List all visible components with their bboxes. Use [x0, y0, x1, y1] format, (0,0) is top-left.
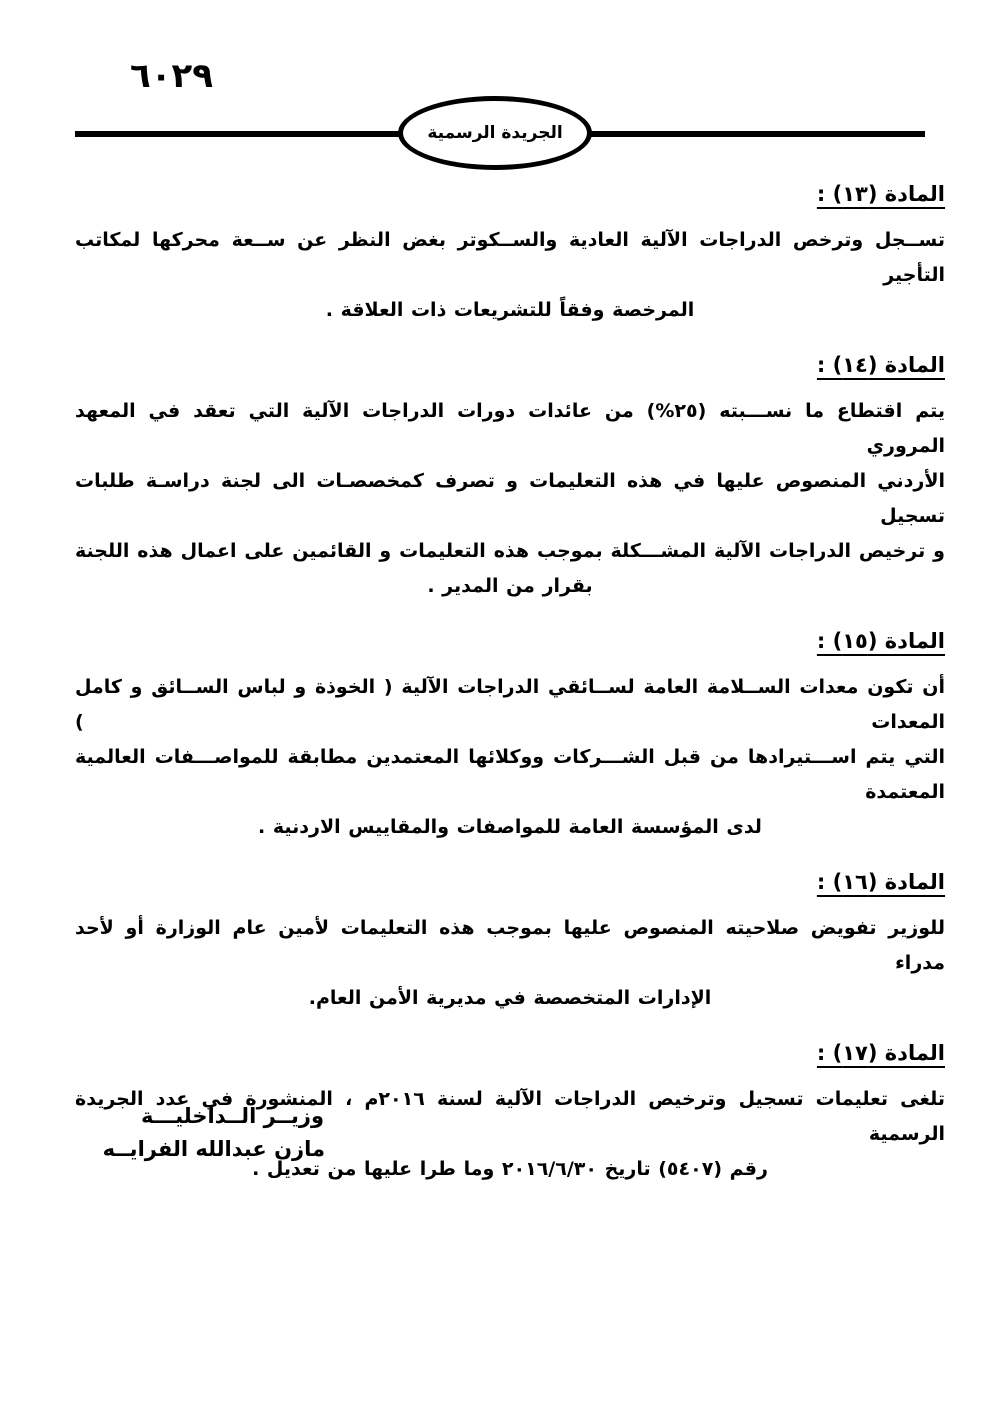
- page-number: ٦٠٢٩: [130, 56, 214, 96]
- article-14-line-2: الأردني المنصوص عليها في هذه التعليمات و تصرف كمخصصـات الى لجنة دراسـة طلبات تسجيل: [75, 470, 945, 527]
- article-14-line-3: و ترخيص الدراجات الآلية المشـــكلة بموجب هذه التعليمات و القائمين على اعمال هذه اللجنة: [75, 540, 945, 562]
- minister-name: مازن عبدالله الفرايــه: [102, 1137, 325, 1161]
- article-17-heading: المادة (١٧) :: [816, 1041, 945, 1065]
- article-14-line-4: بقرار من المدير .: [427, 575, 593, 597]
- article-15-line-1: أن تكون معدات الســلامة العامة لســائقي الدراجات الآلية ( الخوذة و لباس الســائق و كامل المعدات ): [75, 676, 945, 733]
- article-14-line-1: يتم اقتطاع ما نســـبته (٢٥%) من عائدات دورات الدراجات الآلية التي تعقد في المعهد المروري: [75, 400, 945, 457]
- article-15-heading: المادة (١٥) :: [816, 629, 945, 653]
- article-17-line-2: رقم (٥٤٠٧) تاريخ ٢٠١٦/٦/٣٠ وما طرا عليها من تعديل .: [252, 1158, 768, 1180]
- article-16: [75, 869, 945, 1016]
- document-body: [75, 181, 945, 1211]
- article-16-line-2: الإدارات المتخصصة في مديرية الأمن العام.: [308, 987, 712, 1009]
- gazette-title: الجريدة الرسمية: [427, 123, 563, 143]
- article-17-line-1: تلغى تعليمات تسجيل وترخيص الدراجات الآلية لسنة ٢٠١٦م ، المنشورة في عدد الجريدة الرسمية: [75, 1088, 945, 1145]
- article-15-line-2: التي يتم اســـتيرادها من قبل الشـــركات ووكلائها المعتمدين مطابقة للمواصـــفات العالمية المعتمدة: [75, 746, 945, 803]
- article-14-heading: المادة (١٤) :: [816, 353, 945, 377]
- minister-title: وزيــر الــداخليـــة: [140, 1104, 325, 1128]
- article-13-line-1: تســجل وترخص الدراجات الآلية العادية والســكوتر بغض النظر عن ســعة محركها لمكاتب التأجير: [75, 229, 945, 286]
- article-15-line-3: لدى المؤسسة العامة للمواصفات والمقاييس الاردنية .: [258, 816, 762, 838]
- article-13-heading: المادة (١٣) :: [816, 182, 945, 206]
- article-13-line-2: المرخصة وفقاً للتشريعات ذات العلاقة .: [325, 299, 695, 321]
- article-16-heading: المادة (١٦) :: [816, 870, 945, 894]
- article-14: [75, 352, 945, 604]
- article-13: [75, 181, 945, 328]
- gazette-title-badge: [398, 96, 592, 170]
- article-16-line-1: للوزير تفويض صلاحيته المنصوص عليها بموجب هذه التعليمات لأمين عام الوزارة أو لأحد مدراء: [75, 917, 945, 974]
- article-15: [75, 628, 945, 845]
- signature-block: [102, 1100, 325, 1166]
